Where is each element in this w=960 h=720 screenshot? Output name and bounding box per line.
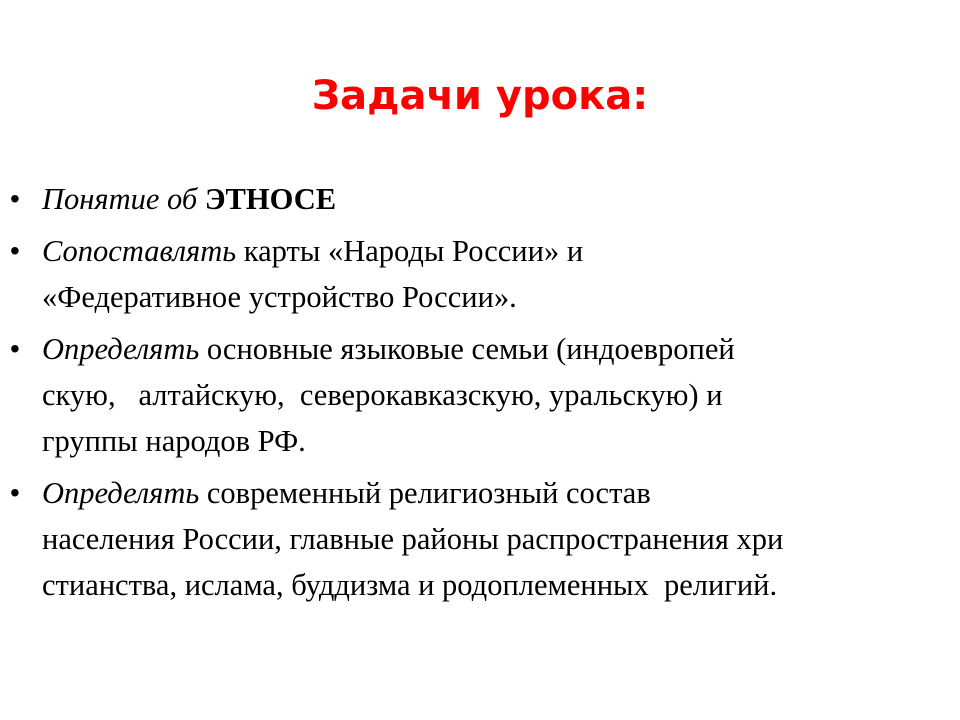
bullet-icon: • — [10, 183, 20, 214]
item-text-line: группы народов РФ. — [42, 424, 306, 458]
slide-title: Задачи урока: — [311, 73, 649, 119]
task-list — [0, 176, 960, 614]
item-text-line: скую, алтайскую, северокавказскую, уральскую) и — [42, 378, 723, 412]
item-lead: Понятие об — [42, 182, 205, 216]
list-item — [0, 470, 960, 608]
item-lead: Определять — [42, 476, 200, 510]
item-text: ЭТНОСЕ — [204, 182, 337, 216]
bullet-icon: • — [10, 333, 20, 364]
item-text-line: «Федеративное устройство России». — [42, 280, 517, 314]
item-text-line: населения России, главные районы распространения хри — [42, 522, 784, 556]
item-lead: Сопоставлять — [42, 234, 237, 268]
item-text-line: основные языковые семьи (индоевропей — [199, 332, 735, 366]
list-item — [0, 228, 960, 320]
item-text-line: стианства, ислама, буддизма и родоплеменных религий. — [42, 568, 778, 602]
item-text-line: современный религиозный состав — [199, 476, 651, 510]
bullet-icon: • — [10, 235, 20, 266]
item-lead: Определять — [42, 332, 200, 366]
list-item — [0, 176, 960, 222]
list-item — [0, 326, 960, 464]
item-text-line: карты «Народы России» и — [236, 234, 584, 268]
bullet-icon: • — [10, 477, 20, 508]
